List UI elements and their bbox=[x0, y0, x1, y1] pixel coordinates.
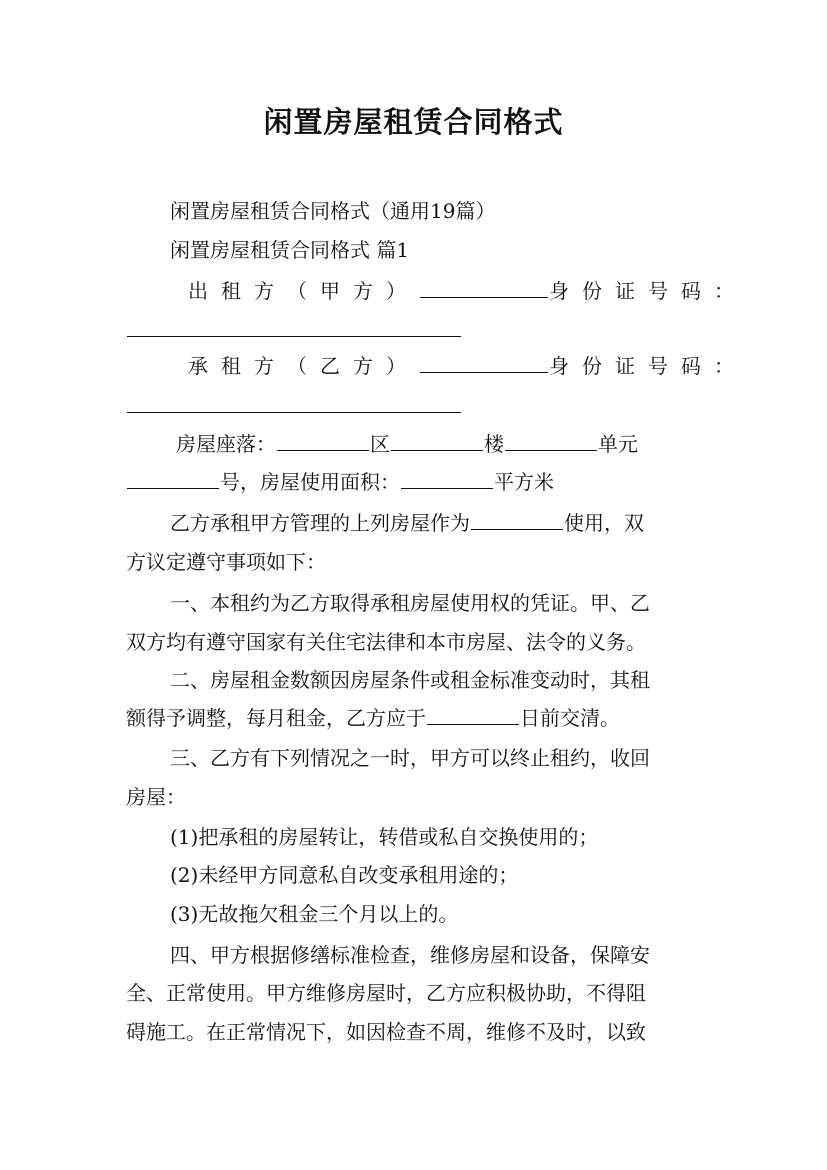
para2-line2: 双方均有遵守国家有关住宅法律和本市房屋、法令的义务。 bbox=[126, 630, 646, 654]
lessee-name-blank bbox=[420, 352, 548, 373]
number-blank bbox=[127, 468, 219, 489]
para1-line1 bbox=[126, 509, 706, 537]
chapter-heading: 闲置房屋租赁合同格式 篇1 bbox=[170, 238, 410, 262]
lessee-label: 承租方（乙方） bbox=[188, 354, 419, 378]
item-2: (2)未经甲方同意私自改变承租用途的； bbox=[170, 863, 519, 887]
building-blank bbox=[391, 430, 483, 451]
para2-line1: 一、本租约为乙方取得承租房屋使用权的凭证。甲、乙 bbox=[170, 591, 650, 615]
document-subtitle: 闲置房屋租赁合同格式（通用19篇） bbox=[170, 199, 496, 223]
location-line bbox=[126, 430, 706, 458]
lessor-line bbox=[126, 277, 750, 305]
location-prefix: 房屋座落： bbox=[176, 432, 276, 456]
para3-text-b: 额得予调整，每月租金，乙方应于 bbox=[126, 706, 426, 730]
number-label: 号，房屋使用面积： bbox=[220, 470, 400, 494]
district-blank bbox=[277, 430, 369, 451]
area-blank bbox=[401, 468, 493, 489]
area-unit: 平方米 bbox=[494, 470, 554, 494]
para1-text-b: 使用，双 bbox=[564, 511, 644, 535]
para4-line1: 三、乙方有下列情况之一时，甲方可以终止租约，收回 bbox=[170, 746, 650, 770]
rent-date-blank bbox=[427, 704, 519, 725]
lessee-line bbox=[126, 352, 750, 380]
building-label: 楼 bbox=[484, 432, 504, 456]
para5-line1: 四、甲方根据修缮标准检查，维修房屋和设备，保障安 bbox=[170, 943, 650, 967]
para3-text-c: 日前交清。 bbox=[520, 706, 620, 730]
para5-line2: 全、正常使用。甲方维修房屋时，乙方应积极协助，不得阻 bbox=[126, 981, 646, 1005]
lessee-id-label: 身份证号码： bbox=[549, 354, 747, 378]
para3-line1: 二、房屋租金数额因房屋条件或租金标准变动时，其租 bbox=[170, 668, 650, 692]
location-line-2 bbox=[126, 468, 706, 496]
para4-line2: 房屋： bbox=[126, 785, 186, 809]
item-1: (1)把承租的房屋转让，转借或私自交换使用的； bbox=[170, 825, 599, 849]
unit-blank bbox=[505, 430, 597, 451]
para5-line3: 碍施工。在正常情况下，如因检查不周，维修不及时，以致 bbox=[126, 1020, 646, 1044]
lessor-id-blank bbox=[127, 316, 461, 337]
para3-line2 bbox=[126, 704, 706, 732]
lessor-id-line bbox=[126, 316, 706, 344]
district-label: 区 bbox=[370, 432, 390, 456]
unit-label: 单元 bbox=[598, 432, 638, 456]
lessor-name-blank bbox=[420, 277, 548, 298]
lessor-id-label: 身份证号码： bbox=[549, 279, 747, 303]
usage-blank bbox=[471, 509, 563, 530]
lessee-id-line bbox=[126, 392, 706, 420]
document-title: 闲置房屋租赁合同格式 bbox=[263, 105, 564, 139]
lessee-id-blank bbox=[127, 392, 461, 413]
lessor-label: 出租方（甲方） bbox=[188, 279, 419, 303]
item-3: (3)无故拖欠租金三个月以上的。 bbox=[170, 902, 459, 926]
para1-text-a: 乙方承租甲方管理的上列房屋作为 bbox=[170, 511, 470, 535]
para1-line2: 方议定遵守事项如下： bbox=[126, 550, 326, 574]
